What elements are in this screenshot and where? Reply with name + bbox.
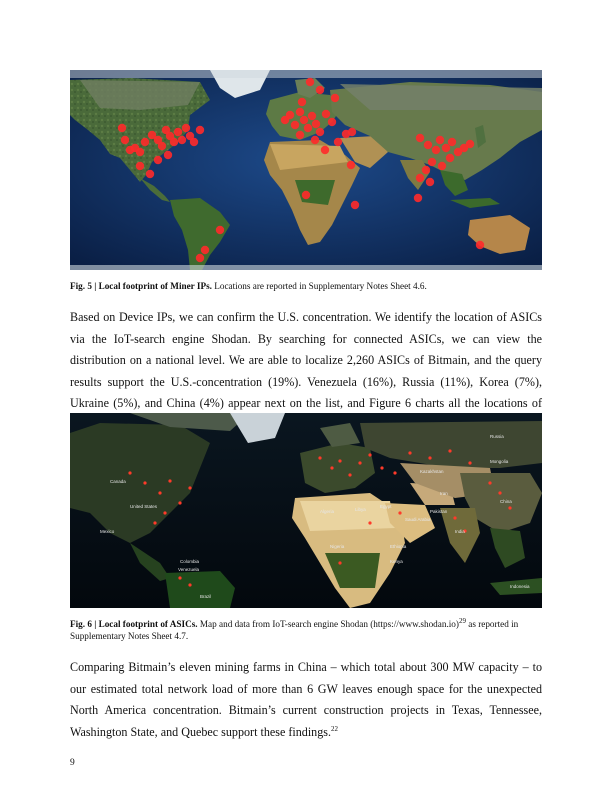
miner-ip-marker [118,124,126,132]
miner-ip-marker [311,136,319,144]
miner-ip-marker [426,178,434,186]
miner-ip-marker [322,110,330,118]
figure-6-caption-text: Map and data from IoT-search engine Shodan (https://www.shodan.io) [197,619,459,629]
miner-ip-marker [201,246,209,254]
miner-ip-marker [351,201,359,209]
miner-ip-marker [170,138,178,146]
asic-marker [393,471,396,474]
miner-ip-marker [300,116,308,124]
asic-marker [163,511,166,514]
siberia [340,84,542,110]
map-place-label: Egypt [380,504,392,509]
asic-marker [468,461,471,464]
asic-marker [448,449,451,452]
world-map [70,70,542,270]
miner-ip-marker [164,151,172,159]
footnote-ref-22: 22 [331,724,339,733]
map-place-label: India [455,529,465,534]
miner-ip-marker [416,174,424,182]
figure-6-caption [70,618,542,642]
miner-ip-marker [196,254,204,262]
page-number: 9 [70,758,75,768]
figure-5-caption [70,280,542,292]
miner-ip-marker [436,136,444,144]
miner-ip-marker [321,146,329,154]
miner-ip-marker [291,121,299,129]
miner-ip-marker [174,128,182,136]
asic-marker [188,486,191,489]
asic-marker [368,521,371,524]
asic-marker [380,466,383,469]
miner-ip-marker [347,161,355,169]
miner-ip-marker [146,170,154,178]
miner-ip-marker [438,162,446,170]
miner-ip-marker [286,111,294,119]
miner-ip-marker [316,128,324,136]
miner-ip-marker [348,128,356,136]
miner-ip-marker [422,166,430,174]
asic-marker [128,471,131,474]
map-place-label: Pakistan [430,509,448,514]
miner-ip-marker [196,126,204,134]
asic-marker [408,451,411,454]
sat-south-america [165,571,235,608]
miner-ip-marker [154,156,162,164]
asic-marker [153,521,156,524]
miner-ip-marker [312,120,320,128]
body-paragraph-2-text: Comparing Bitmain’s eleven mining farms in China – which total about 300 MW capacity – to our estimated total network load of more than 6 GW leaves enough space for the unexpected North America concentration. Bitmain’s current construction projects in Texas, Tennessee, Washington State, and Quebec support these findings. [70,660,542,739]
map-place-label: Colombia [180,559,200,564]
miner-ip-marker [316,86,324,94]
miner-ip-marker [182,124,190,132]
asic-marker [143,481,146,484]
asic-marker [330,466,333,469]
miner-ip-marker [428,158,436,166]
asic-marker [498,491,501,494]
miner-ip-marker [158,142,166,150]
miner-ip-marker [414,194,422,202]
miner-ip-marker [442,144,450,152]
miner-ip-marker [296,131,304,139]
map-place-label: China [500,499,512,504]
miner-ip-marker [190,138,198,146]
figure-6-caption-text-2: as reported in Supplementary Notes Sheet 4.7. [70,619,519,641]
miner-ip-marker [216,226,224,234]
map-place-label: Kazakhstan [420,469,444,474]
asic-marker [348,473,351,476]
miner-ip-marker [416,134,424,142]
miner-ip-marker [334,138,342,146]
map-place-label: Mongolia [490,459,509,464]
map-place-label: Libya [355,507,366,512]
asic-marker [188,583,191,586]
miner-ip-marker [304,124,312,132]
figure-6-map [70,413,542,608]
miner-ip-marker [136,162,144,170]
asic-marker [488,481,491,484]
miner-ip-marker [141,138,149,146]
map-place-label: Mexico [100,529,115,534]
figure-5-map [70,70,542,270]
miner-ip-marker [121,136,129,144]
miner-ip-marker [136,148,144,156]
map-place-label: Canada [110,479,126,484]
map-place-label: Saudi Arabia [405,517,431,522]
figure-5-caption-text: Locations are reported in Supplementary Notes Sheet 4.6. [211,281,427,291]
map-place-label: Kenya [390,559,403,564]
figure-6-caption-label: Fig. 6 | Local footprint of ASICs. [70,619,198,629]
miner-ip-marker [448,138,456,146]
miner-ip-marker [178,136,186,144]
antarctica [70,265,542,270]
asic-marker [178,576,181,579]
map-place-label: Indonesia [510,584,530,589]
asic-marker [358,461,361,464]
map-place-label: Iran [440,491,448,496]
map-place-label: Venezuela [178,567,200,572]
asic-marker [428,456,431,459]
asic-marker [158,491,161,494]
asic-marker [168,479,171,482]
asic-marker [398,511,401,514]
miner-ip-marker [328,118,336,126]
miner-ip-marker [476,241,484,249]
asic-marker [508,506,511,509]
miner-ip-marker [306,78,314,86]
asic-marker [338,561,341,564]
map-place-label: United States [130,504,158,509]
figure-5-caption-label: Fig. 5 | Local footprint of Miner IPs. [70,281,212,291]
miner-ip-marker [296,108,304,116]
arctic-ice [70,70,542,78]
map-place-label: Nigeria [330,544,345,549]
miner-ip-marker [446,154,454,162]
map-place-label: Brazil [200,594,212,599]
asic-marker [338,459,341,462]
asic-marker [453,516,456,519]
map-place-label: Algeria [320,509,335,514]
asic-marker [178,501,181,504]
map-place-label: Ethiopia [390,544,407,549]
miner-ip-marker [302,191,310,199]
asic-marker [318,456,321,459]
body-paragraph-1: Based on Device IPs, we can confirm the U.S. concentration. We identify the location of ASICs via the IoT-search engine Shodan. By searching for connected ASICs, we can view the distribution on a national level. We are able to localize 2,260 ASICs of Bitmain, and the query results support the U.S.-concentration (19%). Venezuela (16%), Russia (11%), Korea (7%), Ukraine (5%), and China (4%) appear next on the list, and Figure 6 charts all the locations of [70,310,542,410]
figure-6-footnote-ref: 29 [458,616,466,625]
map-place-label: Russia [490,434,504,439]
miner-ip-marker [466,140,474,148]
miner-ip-marker [424,141,432,149]
miner-ip-marker [308,112,316,120]
miner-ip-marker [331,94,339,102]
asic-marker [368,453,371,456]
miner-ip-marker [298,98,306,106]
body-paragraph-2 [70,657,542,743]
miner-ip-marker [432,146,440,154]
satellite-map [70,413,542,608]
